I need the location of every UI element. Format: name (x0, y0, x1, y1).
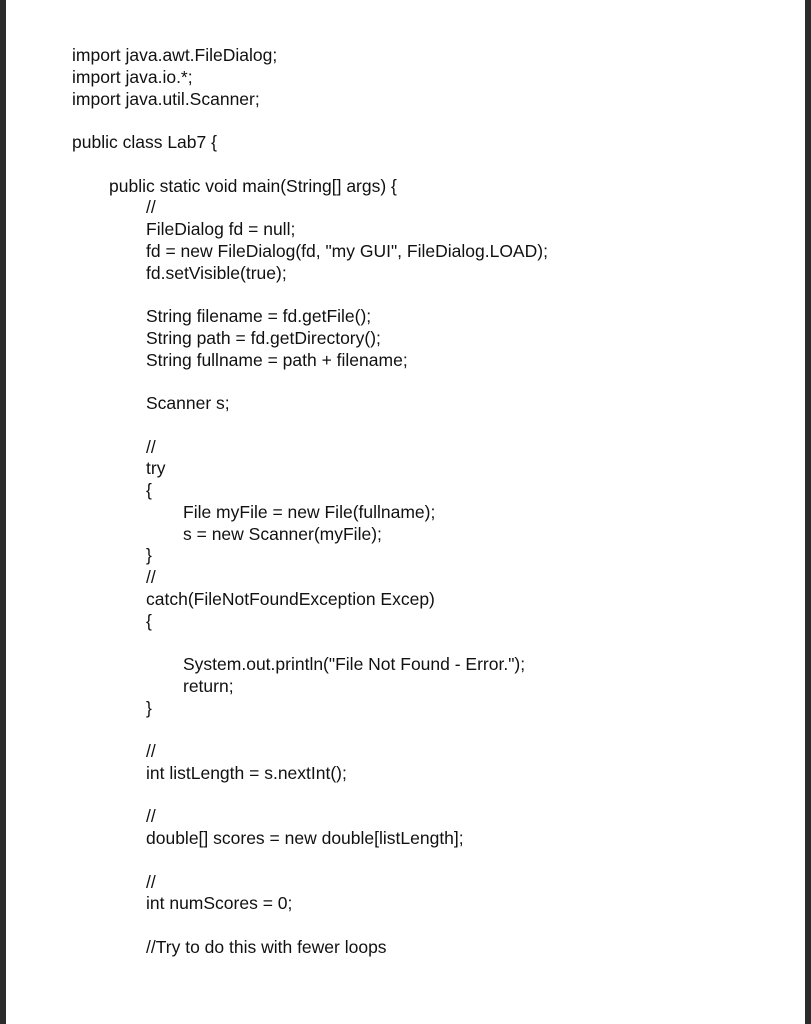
code-line: fd.setVisible(true); (146, 262, 287, 283)
code-line (72, 632, 548, 654)
code-line: int listLength = s.nextInt(); (146, 762, 347, 783)
code-line: import java.awt.FileDialog; (72, 45, 278, 65)
code-line: // (146, 197, 156, 218)
code-listing (72, 45, 548, 959)
code-line: File myFile = new File(fullname); (183, 501, 436, 522)
code-line (72, 371, 548, 393)
code-line: import java.io.*; (72, 66, 193, 87)
code-line: return; (183, 675, 234, 696)
code-line: { (146, 480, 152, 500)
code-line: } (146, 545, 152, 566)
code-line (72, 915, 548, 937)
code-line: import java.util.Scanner; (72, 88, 260, 109)
code-line: // (146, 871, 156, 892)
code-line: public static void main(String[] args) { (109, 175, 397, 196)
code-line: // (146, 741, 156, 761)
code-line: fd = new FileDialog(fd, "my GUI", FileDialog.LOAD); (146, 240, 548, 261)
code-line (72, 110, 548, 132)
document-page (6, 0, 805, 1024)
code-line: double[] scores = new double[listLength]; (146, 828, 464, 848)
code-line: } (146, 697, 152, 718)
code-line (72, 415, 548, 437)
code-line: public class Lab7 { (72, 132, 217, 152)
code-line: // (146, 806, 156, 827)
code-line: FileDialog fd = null; (146, 219, 296, 239)
code-line (72, 785, 548, 807)
code-line: s = new Scanner(myFile); (183, 523, 382, 544)
code-line (72, 284, 548, 306)
code-line: try (146, 458, 166, 479)
code-line (72, 719, 548, 741)
code-line (72, 154, 548, 176)
code-line: System.out.println("File Not Found - Error."); (183, 654, 526, 674)
code-line: String fullname = path + filename; (146, 349, 408, 370)
code-line: Scanner s; (146, 393, 230, 413)
code-line: { (146, 610, 152, 631)
code-line (72, 850, 548, 872)
code-line: // (146, 567, 156, 587)
code-line: String path = fd.getDirectory(); (146, 327, 381, 348)
code-line: catch(FileNotFoundException Excep) (146, 588, 435, 609)
code-line: String filename = fd.getFile(); (146, 306, 372, 326)
code-line: //Try to do this with fewer loops (146, 936, 387, 957)
code-line: // (146, 436, 156, 457)
code-line: int numScores = 0; (146, 893, 293, 914)
